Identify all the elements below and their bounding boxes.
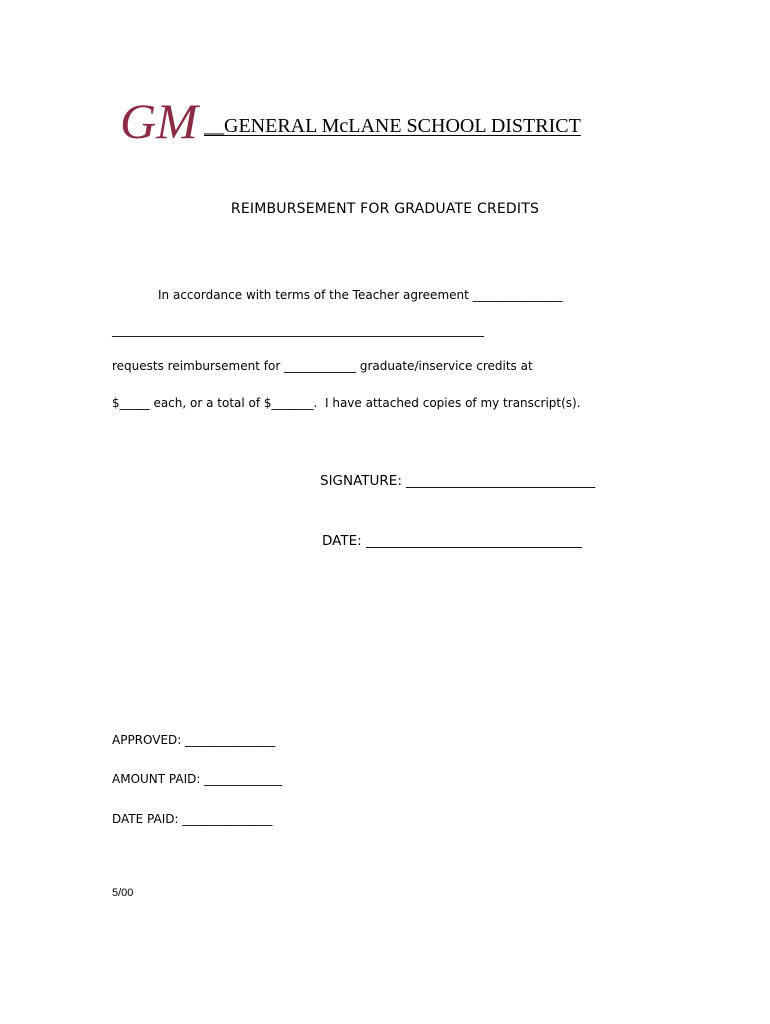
approved-field: APPROVED: _______________ xyxy=(112,733,276,747)
form-title: REIMBURSEMENT FOR GRADUATE CREDITS xyxy=(230,201,540,217)
district-name: __GENERAL McLANE SCHOOL DISTRICT xyxy=(204,115,581,137)
agreement-line: In accordance with terms of the Teacher agreement _______________ xyxy=(158,288,563,302)
district-logo xyxy=(118,94,218,150)
date-field: DATE: ________________________________ xyxy=(322,533,582,549)
date-paid-field: DATE PAID: _______________ xyxy=(112,812,273,826)
logo-initials: GM xyxy=(120,94,198,149)
cost-line: $_____ each, or a total of $_______. I have attached copies of my transcript(s). xyxy=(112,396,581,410)
credits-line: requests reimbursement for ____________ graduate/inservice credits at xyxy=(112,359,533,373)
amount-paid-field: AMOUNT PAID: _____________ xyxy=(112,772,283,786)
name-blank-line: ______________________________________________________________ xyxy=(112,323,484,337)
signature-field: SIGNATURE: ____________________________ xyxy=(320,473,596,489)
revision-date: 5/00 xyxy=(112,887,134,899)
